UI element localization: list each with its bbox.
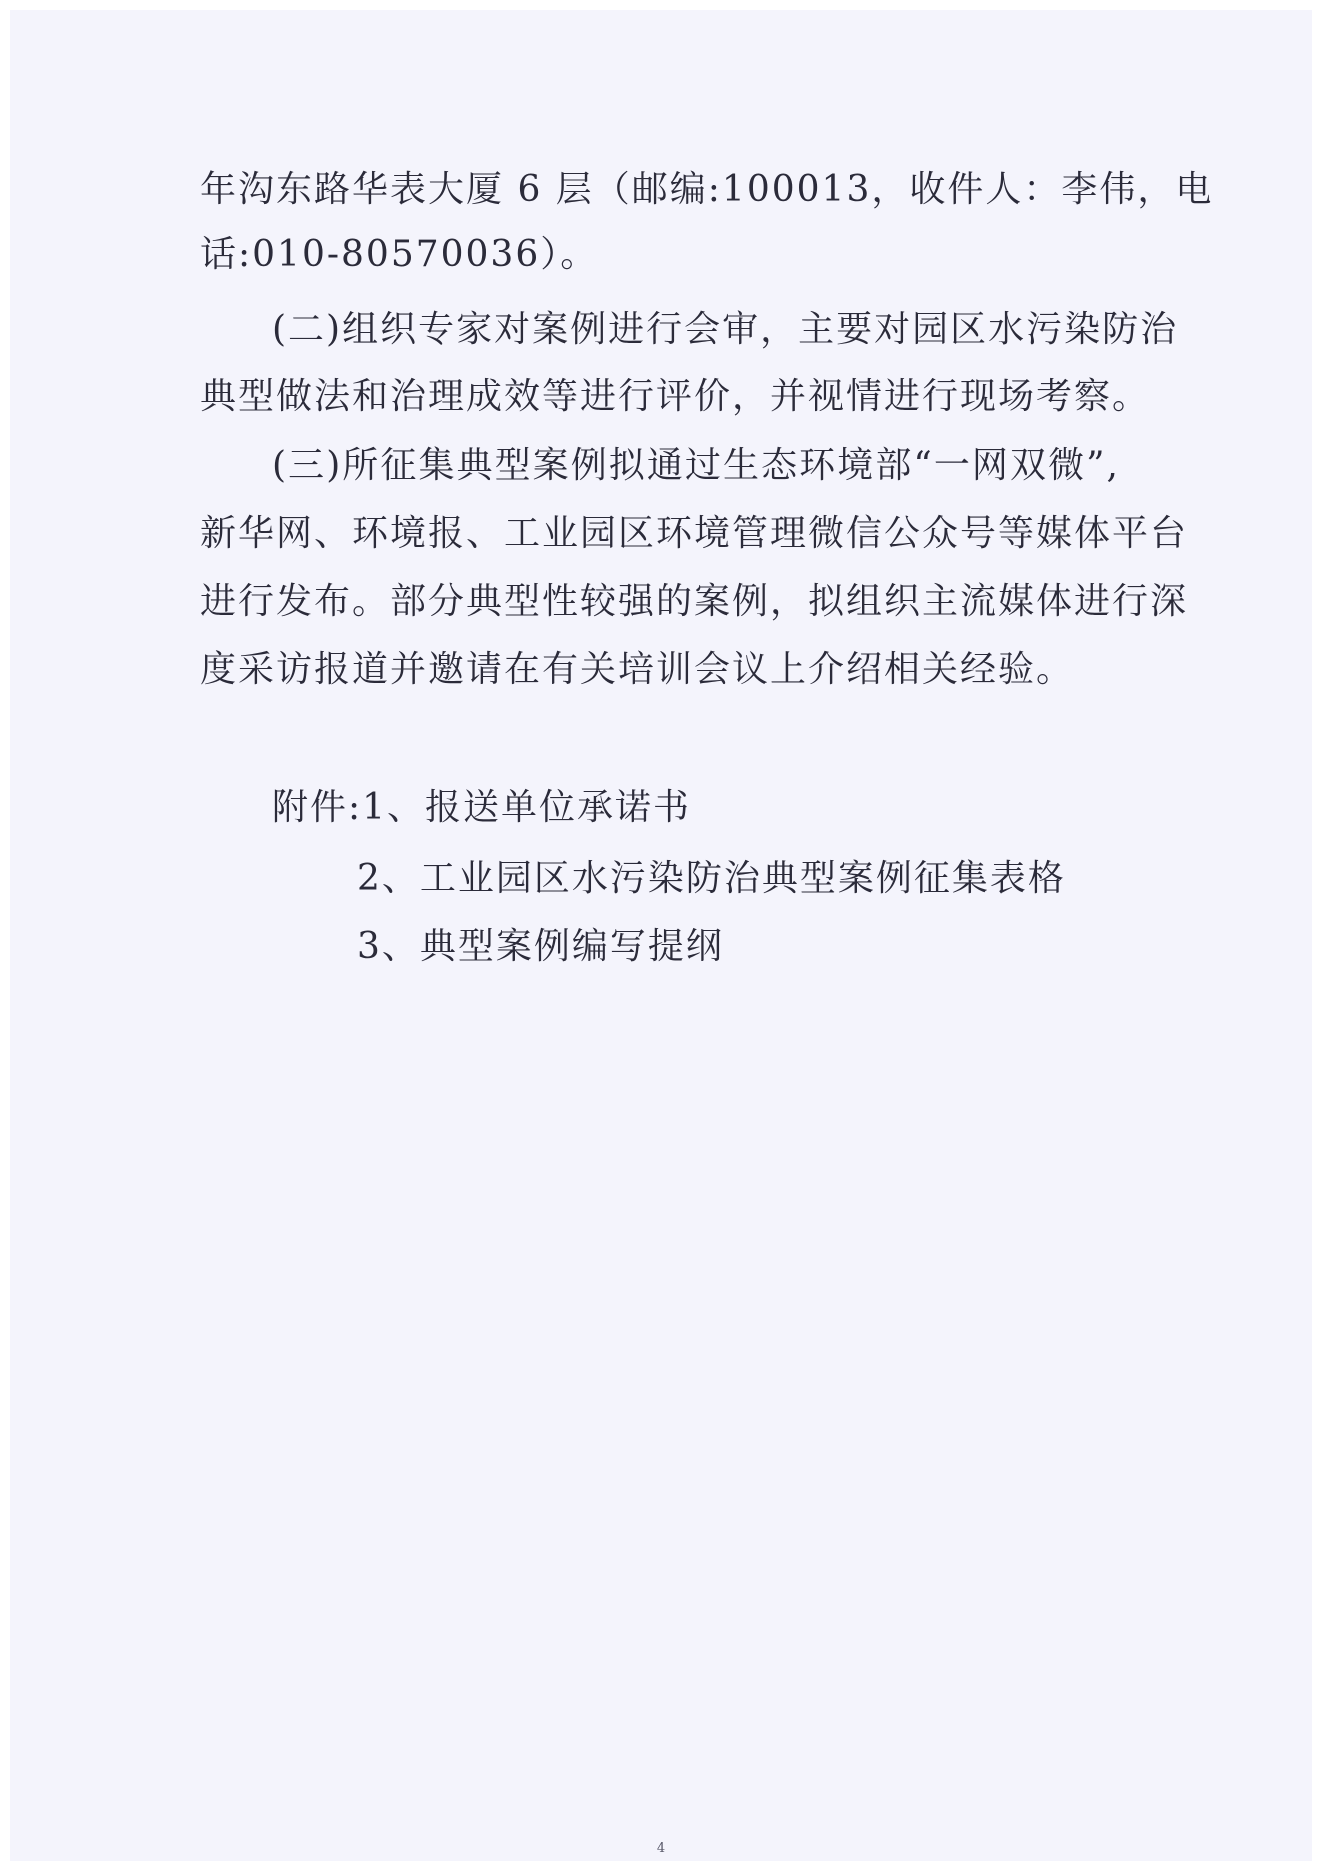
attachments-block [272,784,691,832]
attachment-item-2: 2、工业园区水污染防治典型案例征集表格 [357,858,1066,899]
paragraph-2-line-1: (二)组织专家对案例进行会审，主要对园区水污染防治 [272,309,1179,350]
page-number: 4 [656,1841,666,1856]
paragraph-2-line-2: 典型做法和治理成效等进行评价，并视情进行现场考察。 [200,376,1151,417]
paragraph-1-line-2: 话:010-80570036）。 [200,234,599,275]
attachment-item-1: 1、报送单位承诺书 [362,787,692,828]
paragraph-3-line-2: 新华网、环境报、工业园区环境管理微信公众号等媒体平台 [200,513,1189,554]
paragraph-3-line-3: 进行发布。部分典型性较强的案例，拟组织主流媒体进行深 [200,581,1189,622]
paragraph-3-line-4: 度采访报道并邀请在有关培训会议上介绍相关经验。 [200,649,1075,690]
attachment-item-3: 3、典型案例编写提纲 [357,926,724,967]
attachments-heading: 附件: [272,787,363,828]
paragraph-3-line-1: (三)所征集典型案例拟通过生态环境部“一网双微”, [272,445,1120,486]
paragraph-1-line-1: 年沟东路华表大厦 6 层（邮编:100013，收件人：李伟，电 [200,169,1214,210]
